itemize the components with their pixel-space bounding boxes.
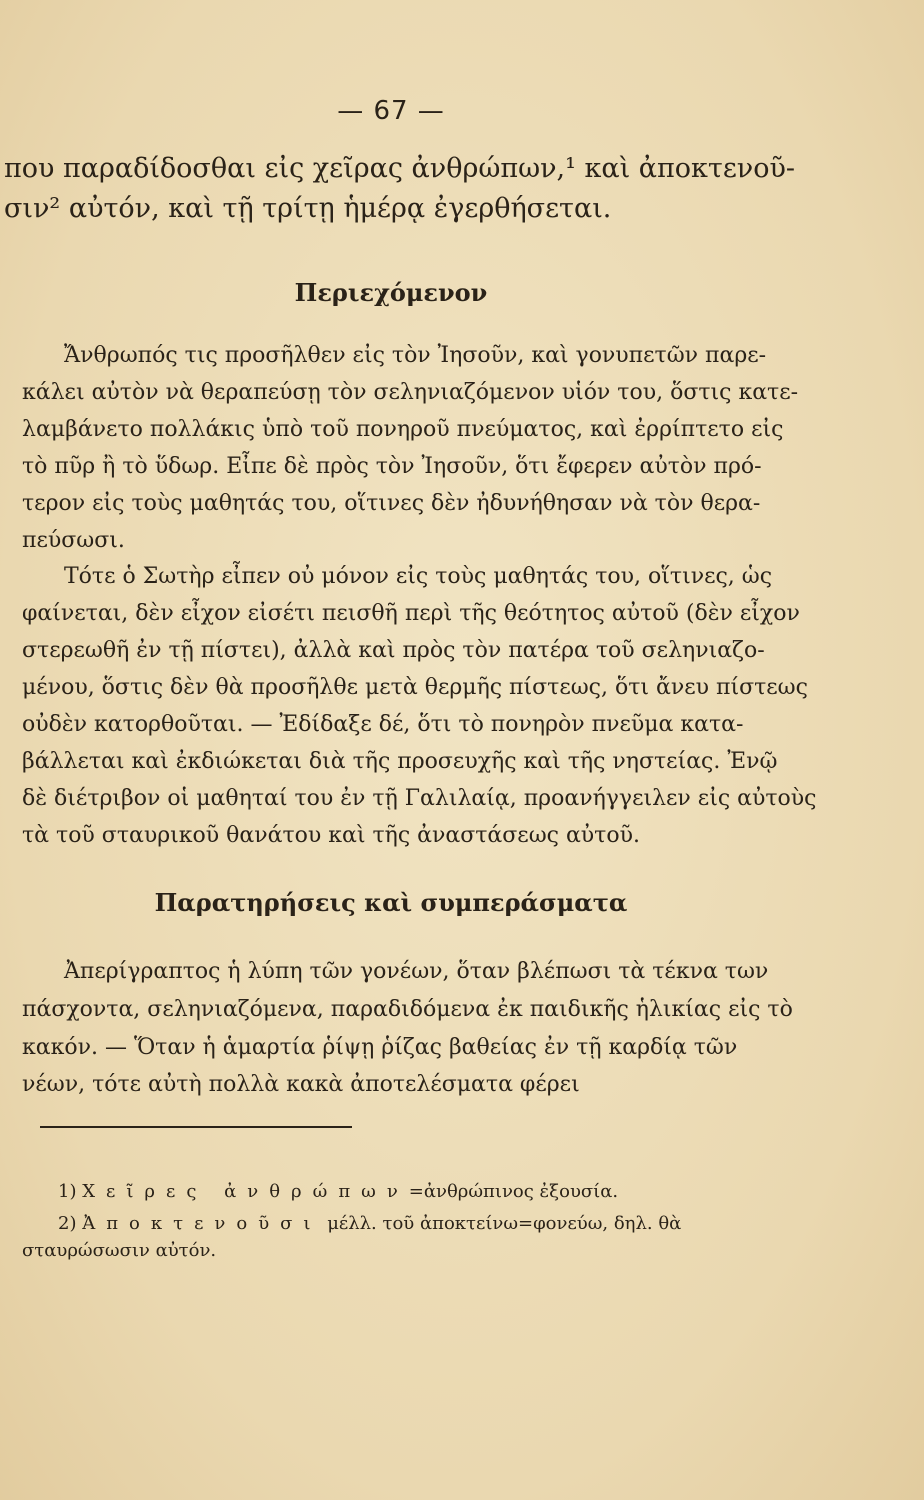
footnote-1 [58, 1180, 618, 1204]
paragraph-line: Ἄνθρωπός τις προσῆλθεν εἰς τὸν Ἰησοῦν, καὶ γονυπετῶν παρε- [64, 343, 767, 368]
footnote-1-term: Χεῖρες ἀνθρώπων [82, 1181, 409, 1202]
footnote-2-text: μέλλ. τοῦ ἀποκτείνω=φονεύω, δηλ. θὰ [327, 1213, 682, 1234]
opening-line-1: που παραδίδοσθαι εἰς χεῖρας ἀνθρώπων,¹ καὶ ἀποκτενοῦ- [4, 153, 796, 184]
footnote-2 [58, 1212, 681, 1236]
page-number: — 67 — [337, 96, 445, 126]
footnote-2-continuation: σταυρώσωσιν αὐτόν. [22, 1240, 217, 1261]
footnote-1-text: =ἀνθρώπινος ἐξουσία. [408, 1181, 619, 1202]
footnote-2-number: 2) [58, 1213, 77, 1234]
footnote-rule [40, 1126, 352, 1128]
paragraph-line: τερον εἰς τοὺς μαθητάς του, οἵτινες δὲν ἠδυνήθησαν νὰ τὸν θερα- [22, 491, 761, 516]
paragraph-line: λαμβάνετο πολλάκις ὑπὸ τοῦ πονηροῦ πνεύματος, καὶ ἐρρίπτετο εἰς [22, 417, 784, 442]
paragraph-line: τὸ πῦρ ἢ τὸ ὕδωρ. Εἶπε δὲ πρὸς τὸν Ἰησοῦν, ὅτι ἔφερεν αὐτὸν πρό- [22, 454, 762, 479]
paragraph-line: τὰ τοῦ σταυρικοῦ θανάτου καὶ τῆς ἀναστάσεως αὐτοῦ. [22, 823, 640, 848]
paragraph-line: βάλλεται καὶ ἐκδιώκεται διὰ τῆς προσευχῆς καὶ τῆς νηστείας. Ἐνῷ [22, 749, 778, 774]
opening-line-2: σιν² αὐτόν, καὶ τῇ τρίτῃ ἡμέρᾳ ἐγερθήσεται. [4, 193, 612, 224]
paragraph-line: νέων, τότε αὐτὴ πολλὰ κακὰ ἀποτελέσματα φέρει [22, 1072, 580, 1097]
paragraph-line: μένου, ὅστις δὲν θὰ προσῆλθε μετὰ θερμῆς πίστεως, ὅτι ἄνευ πίστεως [22, 675, 808, 700]
paragraph-line: Τότε ὁ Σωτὴρ εἶπεν οὐ μόνον εἰς τοὺς μαθητάς του, οἵτινες, ὡς [64, 564, 773, 589]
footnote-1-number: 1) [58, 1181, 77, 1202]
paragraph-line: πάσχοντα, σεληνιαζόμενα, παραδιδόμενα ἐκ παιδικῆς ἡλικίας εἰς τὸ [22, 997, 793, 1022]
paragraph-line: φαίνεται, δὲν εἶχον εἰσέτι πεισθῆ περὶ τῆς θεότητος αὐτοῦ (δὲν εἶχον [22, 601, 800, 626]
paragraph-line: οὐδὲν κατορθοῦται. — Ἐδίδαξε δέ, ὅτι τὸ πονηρὸν πνεῦμα κατα- [22, 712, 744, 737]
section-heading-contents: Περιεχόμενον [294, 278, 488, 307]
paragraph-line: κακόν. — Ὅταν ἡ ἁμαρτία ῥίψῃ ῥίζας βαθείας ἐν τῇ καρδίᾳ τῶν [22, 1035, 738, 1060]
paragraph-line: δὲ διέτριβον οἱ μαθηταί του ἐν τῇ Γαλιλαίᾳ, προανήγγειλεν εἰς αὐτοὺς [22, 786, 817, 811]
paragraph-line: στερεωθῆ ἐν τῇ πίστει), ἀλλὰ καὶ πρὸς τὸν πατέρα τοῦ σεληνιαζο- [22, 638, 765, 663]
paragraph-line: κάλει αὐτὸν νὰ θεραπεύσῃ τὸν σεληνιαζόμενον υἱόν του, ὅστις κατε- [22, 380, 799, 405]
section-heading-remarks: Παρατηρήσεις καὶ συμπεράσματα [154, 888, 628, 917]
paragraph-line: πεύσωσι. [22, 528, 125, 553]
footnote-2-term: Ἀποκτενοῦσι [82, 1213, 322, 1234]
paragraph-line: Ἀπερίγραπτος ἡ λύπη τῶν γονέων, ὅταν βλέπωσι τὰ τέκνα των [64, 959, 769, 984]
